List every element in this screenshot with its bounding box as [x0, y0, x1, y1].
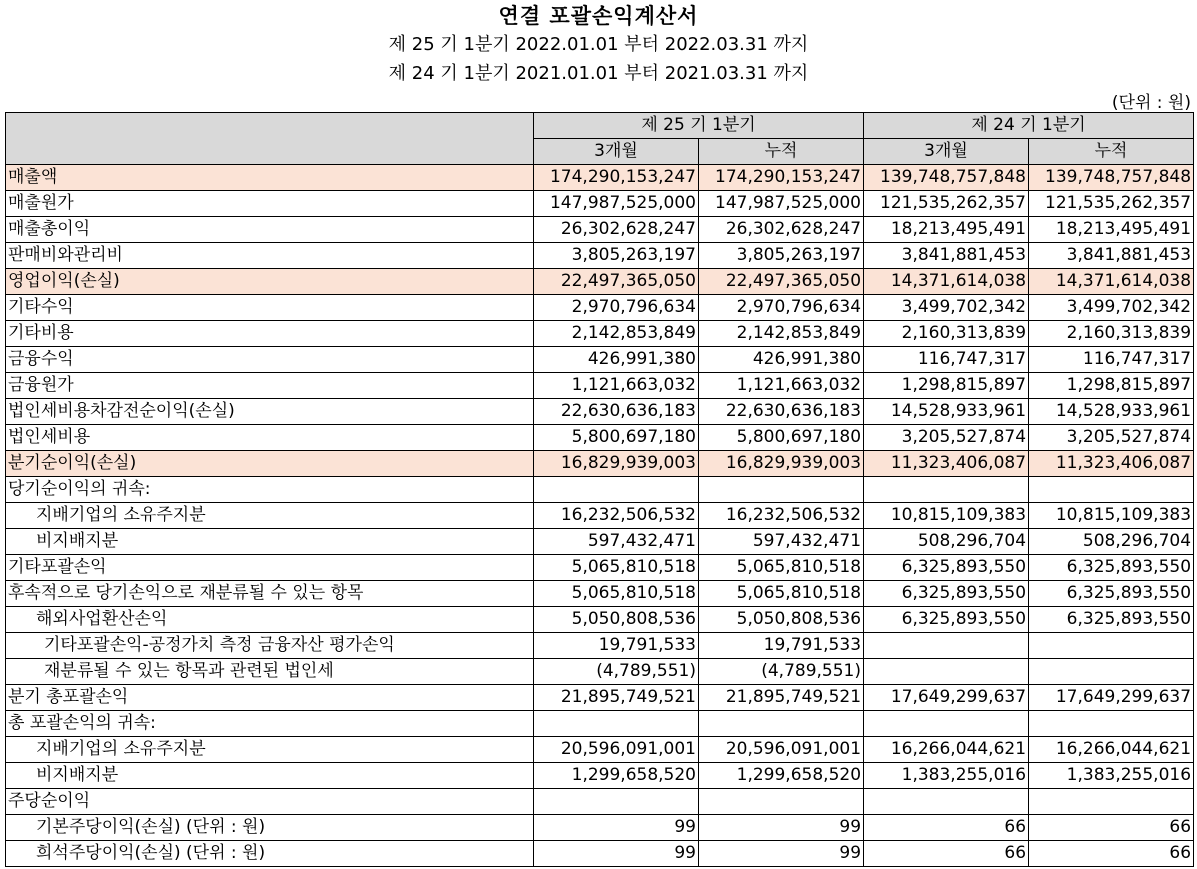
row-value: 1,383,255,016: [864, 763, 1029, 789]
row-label: 재분류될 수 있는 항목과 관련된 법인세: [6, 659, 534, 685]
row-value: 147,987,525,000: [699, 191, 864, 217]
row-value: 21,895,749,521: [699, 685, 864, 711]
row-value: 2,160,313,839: [1029, 321, 1194, 347]
row-value: 6,325,893,550: [1029, 581, 1194, 607]
row-value: 2,142,853,849: [534, 321, 699, 347]
row-value: 19,791,533: [699, 633, 864, 659]
row-label: 영업이익(손실): [6, 269, 534, 295]
row-value: 11,323,406,087: [1029, 451, 1194, 477]
row-value: 2,160,313,839: [864, 321, 1029, 347]
row-value: 26,302,628,247: [534, 217, 699, 243]
row-value: 99: [699, 841, 864, 867]
row-value: 14,528,933,961: [1029, 399, 1194, 425]
row-value: [699, 477, 864, 503]
table-row: [6, 607, 1194, 633]
row-value: 6,325,893,550: [1029, 555, 1194, 581]
table-row: [6, 659, 1194, 685]
table-row: [6, 269, 1194, 295]
row-value: [1029, 633, 1194, 659]
row-value: 99: [699, 815, 864, 841]
table-row: [6, 373, 1194, 399]
table-row: [6, 737, 1194, 763]
table-row: [6, 685, 1194, 711]
row-label: 후속적으로 당기손익으로 재분류될 수 있는 항목: [6, 581, 534, 607]
table-row: [6, 711, 1194, 737]
table-row: [6, 477, 1194, 503]
row-value: 174,290,153,247: [534, 165, 699, 191]
row-value: 174,290,153,247: [699, 165, 864, 191]
table-header-row: [6, 113, 1194, 139]
row-value: 2,142,853,849: [699, 321, 864, 347]
row-value: [1029, 477, 1194, 503]
row-label: 주당순이익: [6, 789, 534, 815]
table-row: [6, 243, 1194, 269]
row-value: 3,205,527,874: [1029, 425, 1194, 451]
row-value: [534, 711, 699, 737]
row-value: 3,499,702,342: [864, 295, 1029, 321]
statement-title: 연결 포괄손익계산서: [498, 4, 699, 28]
table-row: [6, 347, 1194, 373]
row-value: [864, 659, 1029, 685]
row-value: 99: [534, 815, 699, 841]
row-value: 6,325,893,550: [864, 555, 1029, 581]
row-value: 426,991,380: [534, 347, 699, 373]
row-value: 17,649,299,637: [864, 685, 1029, 711]
row-value: 5,065,810,518: [534, 555, 699, 581]
row-value: 597,432,471: [699, 529, 864, 555]
row-value: 99: [534, 841, 699, 867]
row-label: 매출액: [6, 165, 534, 191]
table-row: [6, 165, 1194, 191]
current-3month-header: 3개월: [534, 139, 699, 165]
table-row: [6, 425, 1194, 451]
row-value: 5,050,808,536: [699, 607, 864, 633]
row-label: 금융수익: [6, 347, 534, 373]
row-label: 비지배지분: [6, 763, 534, 789]
account-header-cell: [6, 113, 534, 165]
row-label: 기타수익: [6, 295, 534, 321]
table-row: [6, 451, 1194, 477]
row-value: 10,815,109,383: [864, 503, 1029, 529]
row-value: [1029, 659, 1194, 685]
row-value: 22,497,365,050: [534, 269, 699, 295]
row-label: 기타포괄손익: [6, 555, 534, 581]
row-value: [864, 789, 1029, 815]
table-row: [6, 555, 1194, 581]
row-value: 5,065,810,518: [699, 581, 864, 607]
table-row: [6, 789, 1194, 815]
row-value: 147,987,525,000: [534, 191, 699, 217]
row-value: 3,805,263,197: [699, 243, 864, 269]
row-value: 16,232,506,532: [699, 503, 864, 529]
row-value: 17,649,299,637: [1029, 685, 1194, 711]
row-value: 1,383,255,016: [1029, 763, 1194, 789]
row-value: 22,630,636,183: [534, 399, 699, 425]
row-value: 139,748,757,848: [1029, 165, 1194, 191]
row-label: 매출원가: [6, 191, 534, 217]
row-label: 분기 총포괄손익: [6, 685, 534, 711]
row-value: [699, 789, 864, 815]
row-value: 18,213,495,491: [1029, 217, 1194, 243]
row-value: 3,841,881,453: [864, 243, 1029, 269]
row-value: 116,747,317: [864, 347, 1029, 373]
prior-period-header: 제 24 기 1분기: [864, 113, 1194, 139]
table-row: [6, 529, 1194, 555]
table-row: [6, 763, 1194, 789]
row-label: 기타포괄손익-공정가치 측정 금융자산 평가손익: [6, 633, 534, 659]
row-value: [1029, 789, 1194, 815]
row-value: 11,323,406,087: [864, 451, 1029, 477]
unit-label: (단위 : 원): [1111, 93, 1191, 113]
row-value: [864, 633, 1029, 659]
row-value: 1,299,658,520: [534, 763, 699, 789]
row-value: 1,121,663,032: [534, 373, 699, 399]
table-row: [6, 841, 1194, 867]
row-value: 3,841,881,453: [1029, 243, 1194, 269]
row-label: 지배기업의 소유주지분: [6, 737, 534, 763]
row-label: 분기순이익(손실): [6, 451, 534, 477]
table-row: [6, 217, 1194, 243]
row-value: 16,266,044,621: [1029, 737, 1194, 763]
row-label: 기본주당이익(손실) (단위 : 원): [6, 815, 534, 841]
row-value: 597,432,471: [534, 529, 699, 555]
row-value: 66: [1029, 815, 1194, 841]
table-row: [6, 581, 1194, 607]
row-value: 2,970,796,634: [534, 295, 699, 321]
row-value: 21,895,749,521: [534, 685, 699, 711]
row-label: 법인세비용차감전순이익(손실): [6, 399, 534, 425]
row-value: (4,789,551): [534, 659, 699, 685]
row-value: 66: [1029, 841, 1194, 867]
row-label: 판매비와관리비: [6, 243, 534, 269]
row-label: 비지배지분: [6, 529, 534, 555]
row-value: 5,065,810,518: [699, 555, 864, 581]
row-value: 3,205,527,874: [864, 425, 1029, 451]
row-value: 16,232,506,532: [534, 503, 699, 529]
row-value: 508,296,704: [864, 529, 1029, 555]
row-value: 20,596,091,001: [699, 737, 864, 763]
row-value: 508,296,704: [1029, 529, 1194, 555]
row-value: 1,298,815,897: [864, 373, 1029, 399]
row-value: 6,325,893,550: [864, 581, 1029, 607]
row-value: 16,266,044,621: [864, 737, 1029, 763]
row-label: 매출총이익: [6, 217, 534, 243]
row-label: 기타비용: [6, 321, 534, 347]
row-value: [699, 711, 864, 737]
row-label: 지배기업의 소유주지분: [6, 503, 534, 529]
table-row: [6, 295, 1194, 321]
row-value: [534, 789, 699, 815]
row-label: 법인세비용: [6, 425, 534, 451]
table-row: [6, 815, 1194, 841]
row-value: 19,791,533: [534, 633, 699, 659]
row-value: 2,970,796,634: [699, 295, 864, 321]
current-period-line: 제 25 기 1분기 2022.01.01 부터 2022.03.31 까지: [388, 34, 809, 55]
row-value: 10,815,109,383: [1029, 503, 1194, 529]
row-value: 26,302,628,247: [699, 217, 864, 243]
row-value: 1,298,815,897: [1029, 373, 1194, 399]
row-value: 16,829,939,003: [699, 451, 864, 477]
row-value: 20,596,091,001: [534, 737, 699, 763]
row-value: 426,991,380: [699, 347, 864, 373]
row-value: 3,805,263,197: [534, 243, 699, 269]
row-value: 5,050,808,536: [534, 607, 699, 633]
row-label: 당기순이익의 귀속:: [6, 477, 534, 503]
current-period-header: 제 25 기 1분기: [534, 113, 864, 139]
income-statement-table: [5, 112, 1194, 867]
row-value: 16,829,939,003: [534, 451, 699, 477]
row-value: 66: [864, 815, 1029, 841]
row-value: 14,371,614,038: [1029, 269, 1194, 295]
row-value: [864, 477, 1029, 503]
row-value: 139,748,757,848: [864, 165, 1029, 191]
current-cumulative-header: 누적: [699, 139, 864, 165]
table-row: [6, 503, 1194, 529]
row-value: (4,789,551): [699, 659, 864, 685]
row-value: 14,371,614,038: [864, 269, 1029, 295]
row-label: 총 포괄손익의 귀속:: [6, 711, 534, 737]
row-value: 5,800,697,180: [699, 425, 864, 451]
row-value: 1,299,658,520: [699, 763, 864, 789]
table-row: [6, 399, 1194, 425]
row-value: 3,499,702,342: [1029, 295, 1194, 321]
row-value: [1029, 711, 1194, 737]
row-label: 희석주당이익(손실) (단위 : 원): [6, 841, 534, 867]
row-value: 5,800,697,180: [534, 425, 699, 451]
row-value: [864, 711, 1029, 737]
row-value: 121,535,262,357: [1029, 191, 1194, 217]
row-value: 5,065,810,518: [534, 581, 699, 607]
row-value: [534, 477, 699, 503]
row-label: 금융원가: [6, 373, 534, 399]
table-row: [6, 191, 1194, 217]
prior-cumulative-header: 누적: [1029, 139, 1194, 165]
table-row: [6, 633, 1194, 659]
row-value: 1,121,663,032: [699, 373, 864, 399]
row-value: 6,325,893,550: [864, 607, 1029, 633]
table-row: [6, 321, 1194, 347]
row-value: 121,535,262,357: [864, 191, 1029, 217]
prior-period-line: 제 24 기 1분기 2021.01.01 부터 2021.03.31 까지: [388, 63, 809, 84]
row-value: 116,747,317: [1029, 347, 1194, 373]
row-label: 해외사업환산손익: [6, 607, 534, 633]
row-value: 6,325,893,550: [1029, 607, 1194, 633]
row-value: 66: [864, 841, 1029, 867]
prior-3month-header: 3개월: [864, 139, 1029, 165]
row-value: 18,213,495,491: [864, 217, 1029, 243]
row-value: 14,528,933,961: [864, 399, 1029, 425]
row-value: 22,497,365,050: [699, 269, 864, 295]
row-value: 22,630,636,183: [699, 399, 864, 425]
